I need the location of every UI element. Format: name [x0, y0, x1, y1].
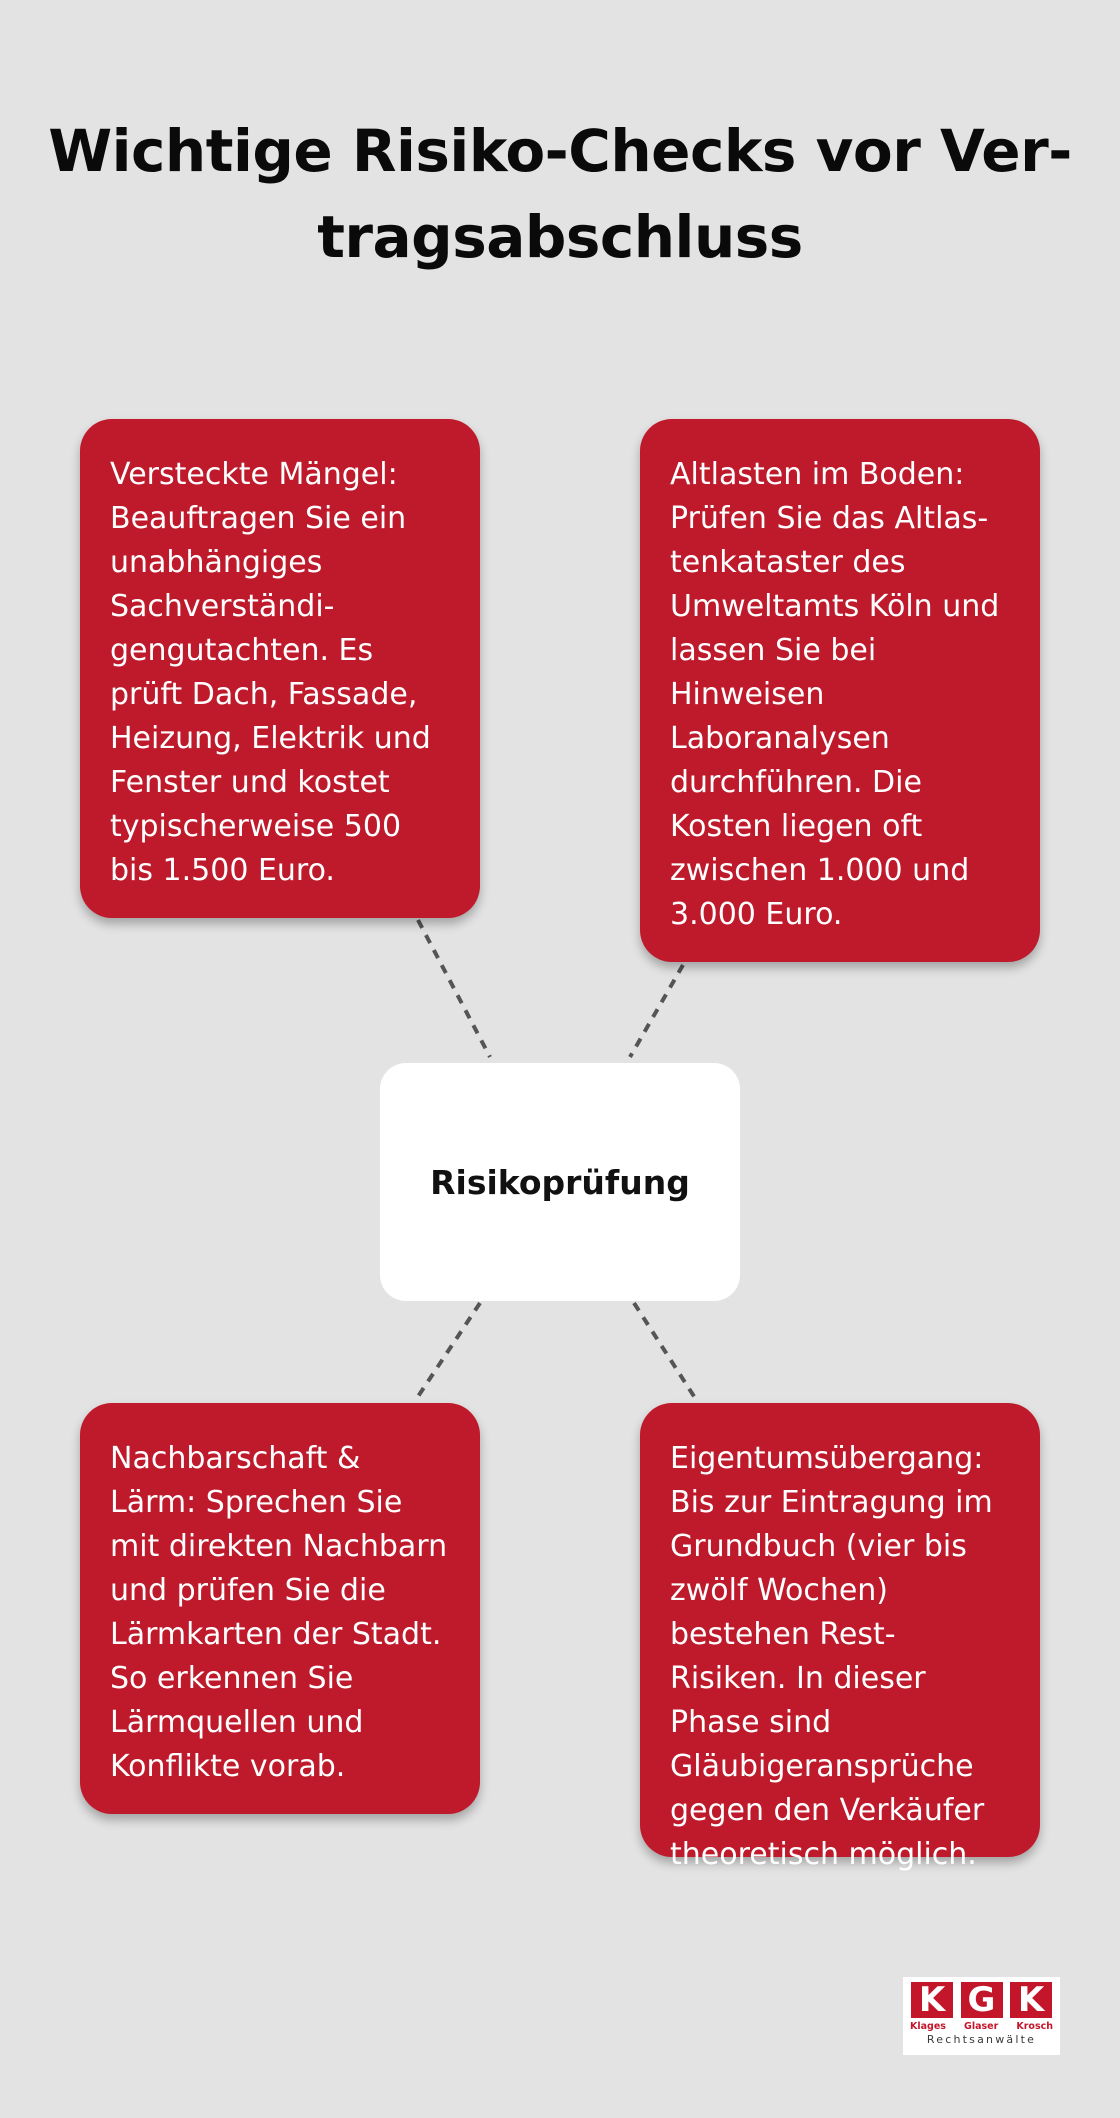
connector-top-right [630, 965, 683, 1057]
logo-letter-k2: K [1010, 1982, 1052, 2018]
card-hidden-defects [80, 419, 480, 918]
logo-subtitle: Rechtsanwälte [926, 2033, 1037, 2046]
card-ownership-transfer-text: Eigentumsübergang: Bis zur Eintragung im Grundbuch (vier bis zwölf Wochen) bestehen Rest-Risiken. In dieser Phase sind Gläubigeransprüche gegen den Verkäufer theoretisch möglich. [670, 1441, 993, 1872]
page-title-line-1: Wichtige Risiko-Checks vor Ver- [48, 117, 1072, 185]
card-soil-contamination [640, 419, 1040, 962]
card-hidden-defects-text: Versteckte Mängel: Beauftragen Sie ein unabhängiges Sachverständigengutachten. Es prüft Dach, Fassade, Heizung, Elektrik und Fenster und kostet typischerweise 500 bis 1.500 Euro. [110, 457, 431, 888]
card-ownership-transfer [640, 1403, 1040, 1872]
connector-bottom-right [634, 1303, 697, 1401]
connector-top-left [418, 920, 490, 1057]
logo-name-glaser: Glaser [964, 2021, 999, 2032]
card-soil-contamination-text: Altlasten im Boden: Prüfen Sie das Altlastenkataster des Umweltamts Köln und lassen Sie bei Hinweisen Laboranalysen durchführen. Die Kosten liegen oft zwischen 1.000 und 3.000 Euro. [670, 457, 1000, 932]
connector-bottom-left [415, 1303, 480, 1401]
logo-letters [907, 1982, 1056, 2018]
logo-name-krosch: Krosch [1016, 2021, 1053, 2032]
logo-name-klages: Klages [910, 2021, 946, 2032]
page-title-line-2: tragsabschluss [317, 203, 803, 271]
center-node [380, 1063, 740, 1301]
card-neighborhood-noise-text: Nachbarschaft & Lärm: Sprechen Sie mit direkten Nachbarn und prüfen Sie die Lärmkarten der Stadt. So erkennen Sie Lärmquellen und Konflikte vorab. [110, 1441, 448, 1784]
logo-letter-k1: K [911, 1982, 953, 2018]
kgk-logo [903, 1977, 1060, 2055]
logo-names [907, 2021, 1056, 2033]
center-node-label: Risikoprüfung [430, 1162, 690, 1202]
card-neighborhood-noise [80, 1403, 480, 1814]
logo-letter-g: G [961, 1982, 1003, 2018]
